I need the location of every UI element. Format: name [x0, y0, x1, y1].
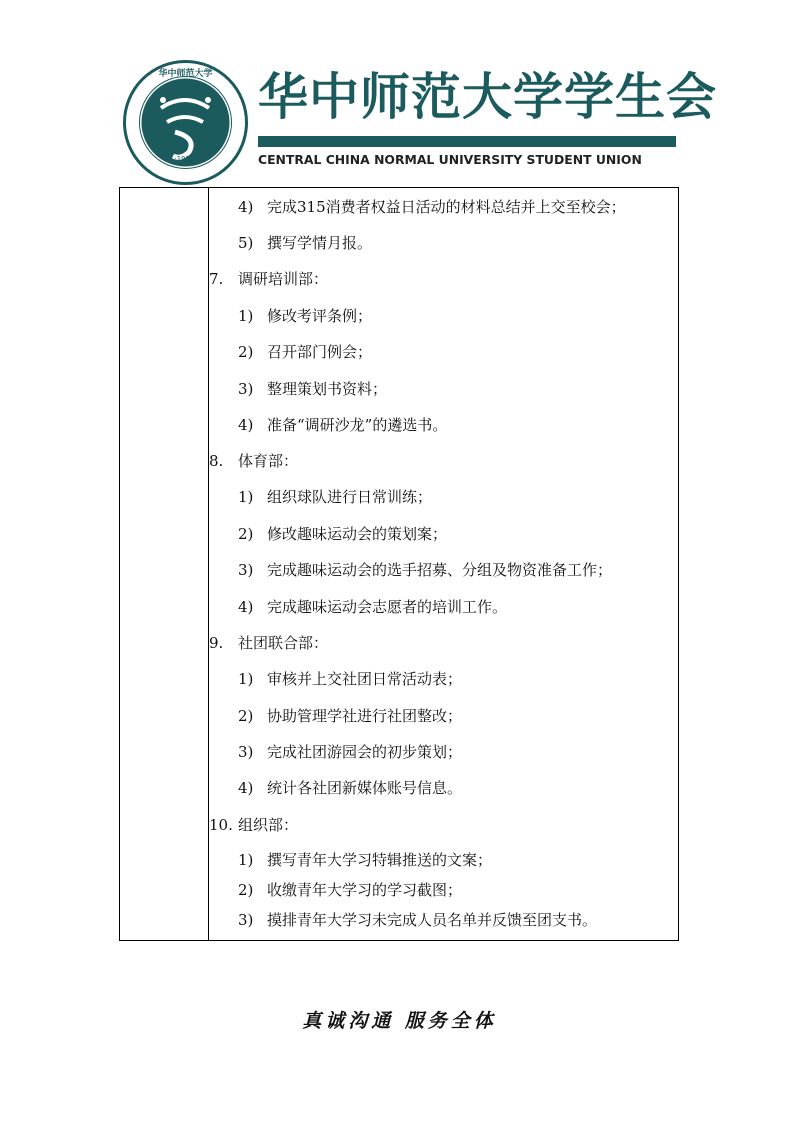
item-text: 完成社团游园会的初步策划； [267, 743, 463, 761]
item-text: 摸排青年大学习未完成人员名单并反馈至团支书。 [267, 911, 598, 929]
item-number: 3) [238, 561, 254, 579]
section-title: 调研培训部： [238, 270, 329, 288]
item-number: 1) [238, 488, 254, 506]
item-number: 4) [238, 598, 254, 616]
section-title: 体育部： [238, 452, 299, 470]
university-seal-logo [123, 60, 248, 185]
item-text: 修改趣味运动会的策划案； [267, 525, 448, 543]
seal-year: ·1951· [174, 155, 197, 163]
section-number: 9. [209, 634, 224, 652]
union-title-cn: 华中师范大学学生会 [258, 68, 717, 126]
footer-slogan: 真诚沟通 服务全体 [302, 1010, 497, 1032]
item-number: 3) [238, 911, 254, 929]
item-text: 修改考评条例； [267, 307, 373, 325]
item-text: 完成趣味运动会的选手招募、分组及物资准备工作； [267, 561, 613, 579]
item-number: 1) [238, 307, 254, 325]
section-number: 8. [209, 452, 224, 470]
item-text: 召开部门例会； [267, 343, 373, 361]
item-text: 收缴青年大学习的学习截图； [267, 881, 463, 899]
item-number: 3) [238, 380, 254, 398]
item-number: 2) [238, 881, 254, 899]
item-text: 整理策划书资料； [267, 380, 388, 398]
seal-cn-text: 华中师范大学 [158, 69, 213, 79]
item-number: 4) [238, 198, 254, 216]
work-plan-table [119, 187, 679, 941]
item-text: 撰写青年大学习特辑推送的文案； [267, 851, 493, 869]
section-number: 10. [209, 816, 233, 834]
item-number: 4) [238, 779, 254, 797]
item-number: 2) [238, 707, 254, 725]
item-text: 统计各社团新媒体账号信息。 [267, 779, 463, 797]
item-text: 完成趣味运动会志愿者的培训工作。 [267, 598, 508, 616]
item-number: 1) [238, 851, 254, 869]
section-title: 社团联合部： [238, 634, 329, 652]
item-text: 准备“调研沙龙”的遴选书。 [267, 416, 448, 434]
item-number: 3) [238, 743, 254, 761]
item-number: 4) [238, 416, 254, 434]
section-number: 7. [209, 270, 224, 288]
section-title: 组织部： [238, 816, 299, 834]
item-text: 组织球队进行日常训练； [267, 488, 433, 506]
item-number: 2) [238, 525, 254, 543]
item-text: 完成315消费者权益日活动的材料总结并上交至校会； [267, 198, 626, 216]
item-text: 审核并上交社团日常活动表； [267, 670, 463, 688]
item-number: 2) [238, 343, 254, 361]
item-text: 协助管理学社进行社团整改； [267, 707, 463, 725]
item-text: 撰写学情月报。 [267, 234, 373, 252]
item-number: 5) [238, 234, 254, 252]
union-title-en: CENTRAL CHINA NORMAL UNIVERSITY STUDENT UNION [258, 152, 642, 167]
title-underline-bar [258, 136, 676, 147]
item-number: 1) [238, 670, 254, 688]
